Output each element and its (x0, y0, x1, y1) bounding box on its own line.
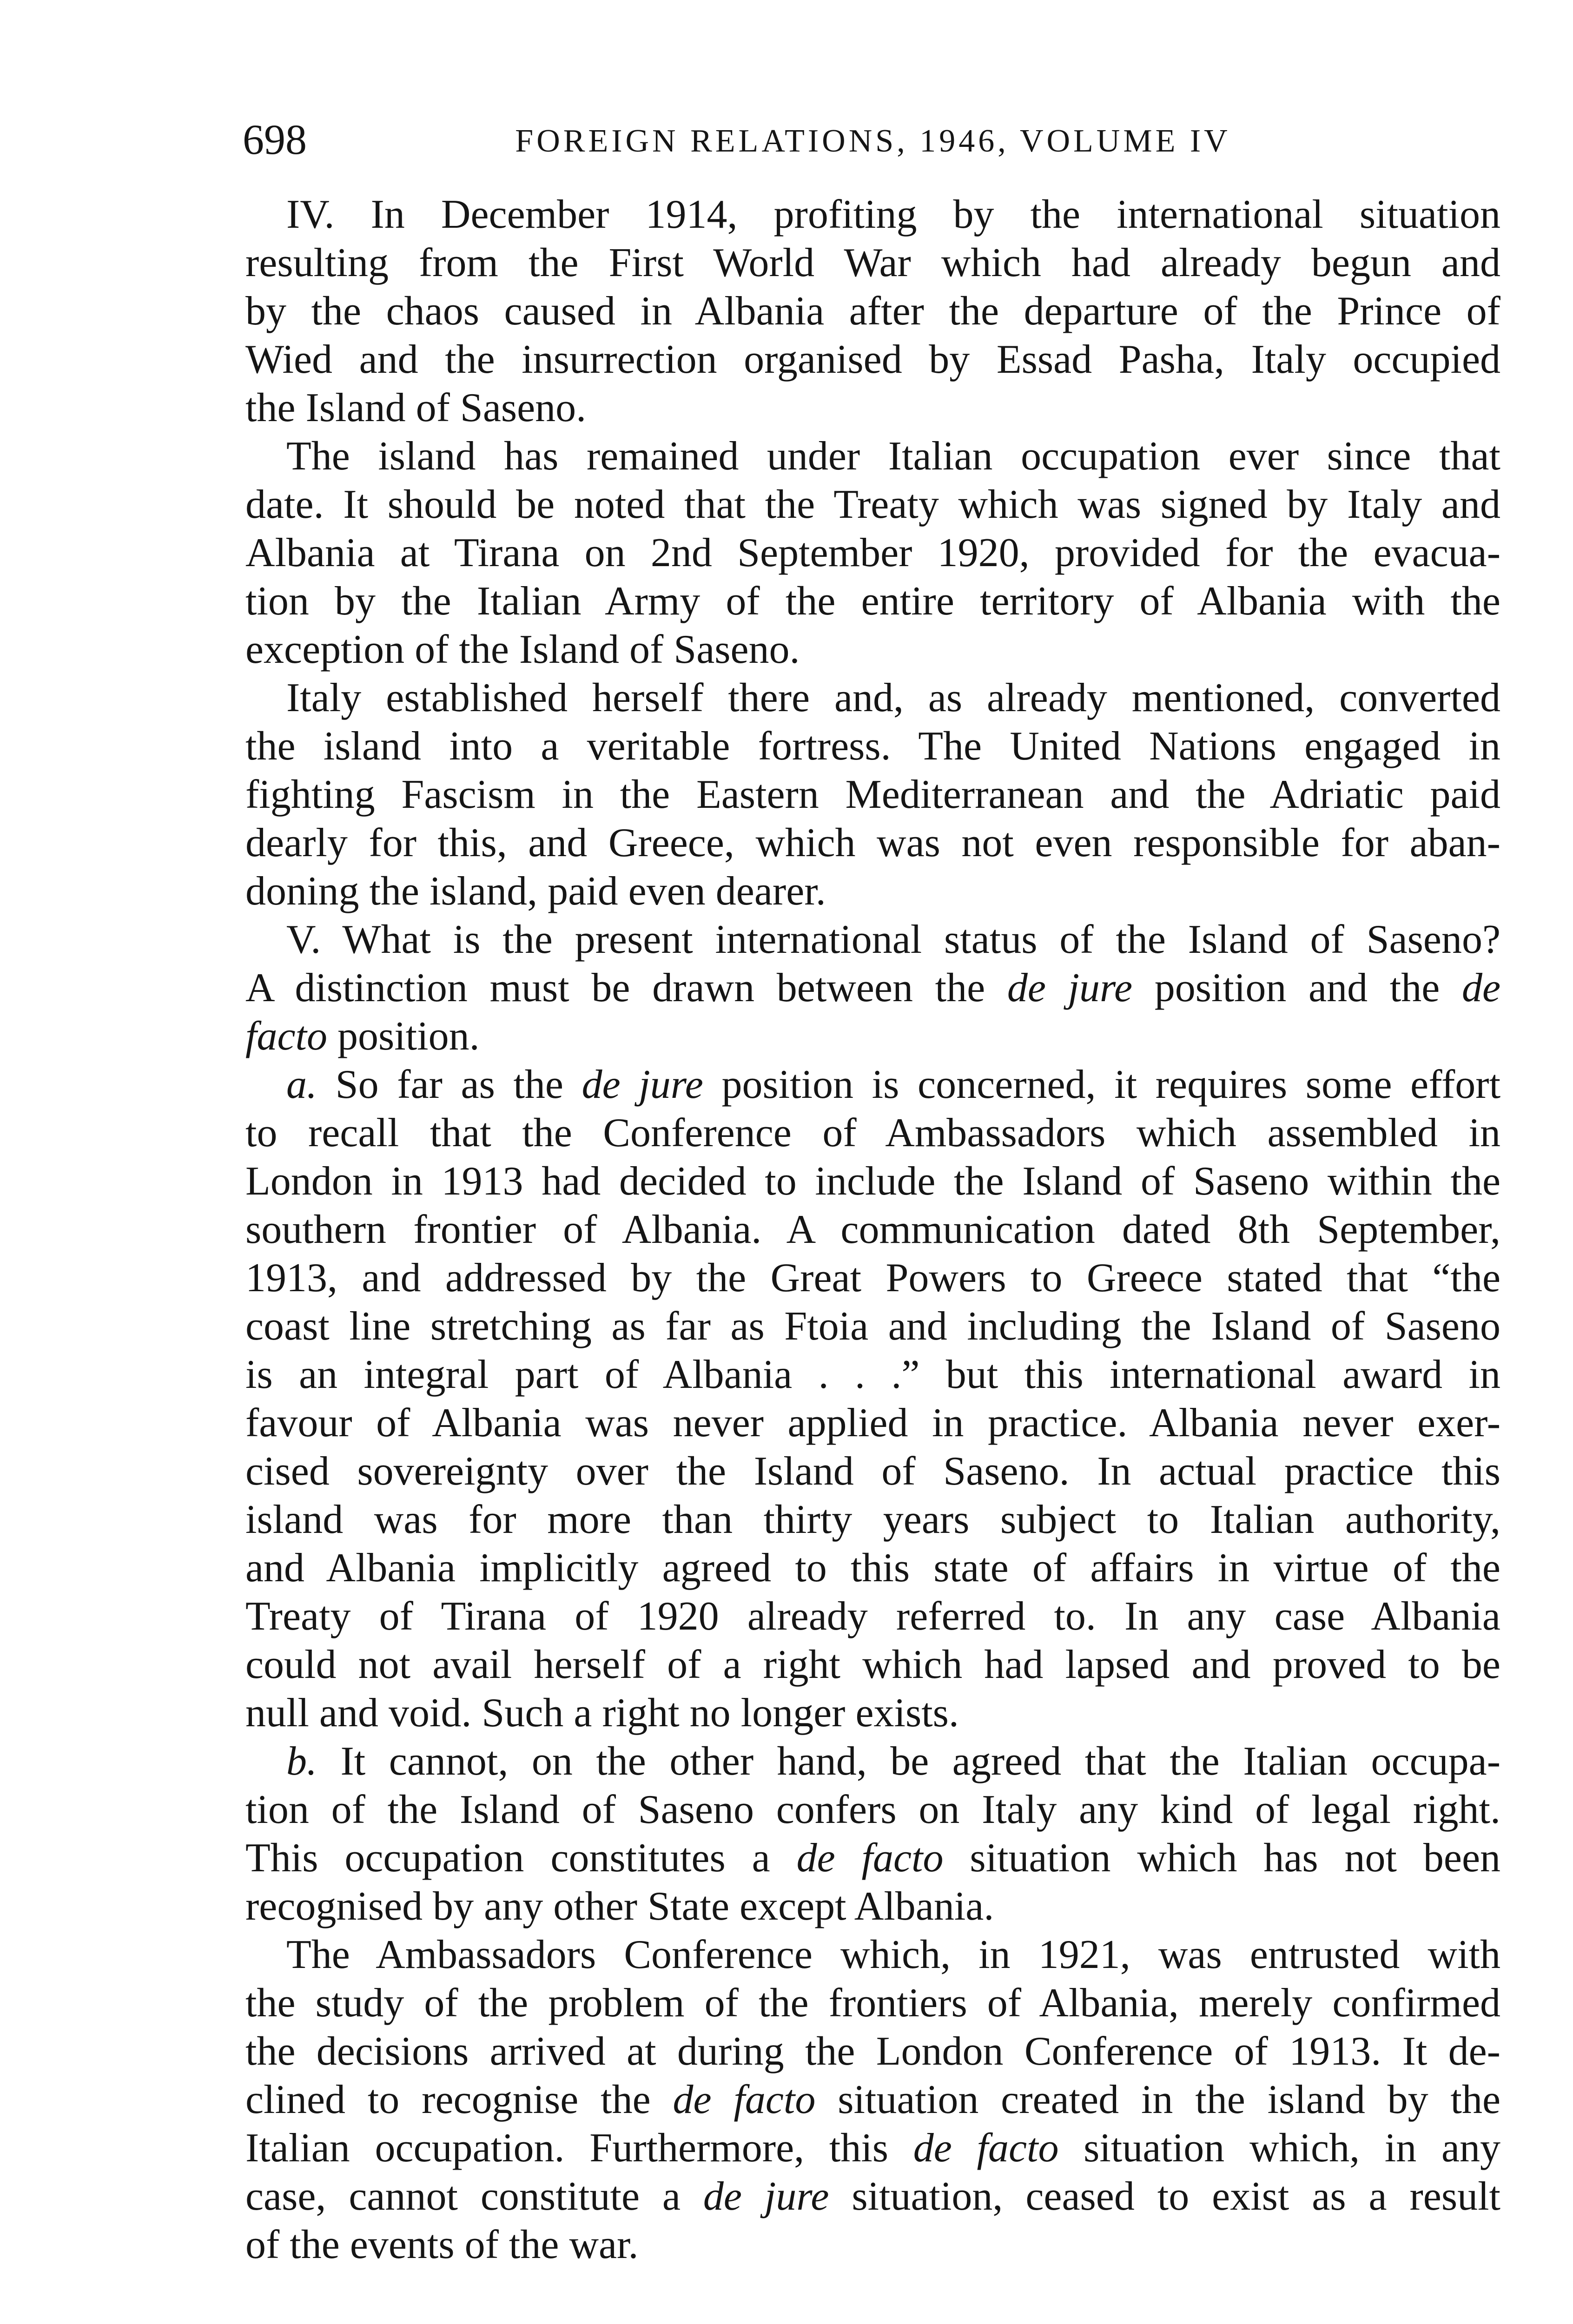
italic-term: facto (245, 1014, 327, 1059)
text-line (245, 964, 1500, 1012)
text-line: to recall that the Conference of Ambassadors which assembled in (245, 1110, 1500, 1155)
italic-term: de jure (582, 1062, 703, 1107)
text-line: southern frontier of Albania. A communication dated 8th September, (245, 1207, 1500, 1252)
text-segment: position and the (1132, 965, 1462, 1010)
text-line (245, 1737, 1500, 1786)
italic-term: de facto (796, 1835, 944, 1881)
text-line (245, 2124, 1500, 2172)
text-line: Treaty of Tirana of 1920 already referred to. In any case Albania (245, 1594, 1500, 1639)
text-line (245, 1834, 1500, 1882)
running-title: FOREIGN RELATIONS, 1946, VOLUME IV (515, 123, 1231, 159)
text-line: resulting from the First World War which had already begun and (245, 240, 1500, 285)
text-line: null and void. Such a right no longer exists. (245, 1690, 959, 1736)
text-line: 1913, and addressed by the Great Powers to Greece stated that “the (245, 1255, 1500, 1301)
paragraph (245, 1737, 1500, 1931)
text-segment: So far as the (317, 1062, 582, 1107)
page-header (0, 116, 1573, 163)
text-line: fighting Fascism in the Eastern Mediterranean and the Adriatic paid (245, 772, 1500, 817)
text-line: IV. In December 1914, profiting by the international situation (286, 192, 1500, 237)
text-line: could not avail herself of a right which had lapsed and proved to be (245, 1642, 1500, 1687)
text-line: The Ambassadors Conference which, in 1921, was entrusted with (286, 1932, 1500, 1977)
paragraph (245, 432, 1500, 674)
text-line: dearly for this, and Greece, which was not even responsible for aban- (245, 820, 1500, 865)
text-line: is an integral part of Albania . . .” but this international award in (245, 1352, 1500, 1397)
body-text (245, 191, 1500, 2269)
paragraph (245, 674, 1500, 916)
text-segment: case, cannot constitute a (245, 2174, 703, 2219)
text-segment: position is concerned, it requires some effort (703, 1062, 1501, 1107)
text-line: of the events of the war. (245, 2222, 639, 2267)
text-line: London in 1913 had decided to include the Island of Saseno within the (245, 1159, 1500, 1204)
text-segment: Italian occupation. Furthermore, this (245, 2126, 913, 2171)
subsection-label: a. (286, 1062, 317, 1107)
text-segment: clined to recognise the (245, 2077, 673, 2122)
text-line: doning the island, paid even dearer. (245, 869, 826, 914)
italic-term: de jure (703, 2174, 829, 2219)
paragraph (245, 191, 1500, 432)
text-segment: This occupation constitutes a (245, 1835, 797, 1881)
italic-term: de facto (673, 2077, 816, 2122)
text-line (245, 1012, 1500, 1061)
text-line: the island into a veritable fortress. The United Nations engaged in (245, 724, 1500, 769)
text-line: V. What is the present international status of the Island of Saseno? (286, 917, 1500, 962)
text-line: date. It should be noted that the Treaty which was signed by Italy and (245, 482, 1500, 527)
paragraph (245, 916, 1500, 1061)
text-line (245, 2172, 1500, 2221)
text-line: recognised by any other State except Albania. (245, 1884, 994, 1929)
text-segment: position. (327, 1014, 480, 1059)
text-line: favour of Albania was never applied in practice. Albania never exer- (245, 1400, 1500, 1446)
italic-term: de jure (1007, 965, 1133, 1010)
text-segment: situation, ceased to exist as a result (829, 2174, 1501, 2219)
text-line: Wied and the insurrection organised by Essad Pasha, Italy occupied (245, 337, 1500, 382)
text-line: the decisions arrived at during the London Conference of 1913. It de- (245, 2029, 1500, 2074)
italic-term: de (1461, 965, 1501, 1010)
text-line (245, 1061, 1500, 1109)
text-line: cised sovereignty over the Island of Saseno. In actual practice this (245, 1449, 1500, 1494)
text-line (245, 2076, 1500, 2124)
page-number: 698 (243, 116, 307, 163)
subsection-label: b. (286, 1739, 317, 1784)
text-line: Albania at Tirana on 2nd September 1920, provided for the evacua- (245, 530, 1500, 575)
text-line: The island has remained under Italian occupation ever since that (286, 434, 1500, 479)
text-line: Italy established herself there and, as already mentioned, converted (286, 675, 1500, 720)
text-line: and Albania implicitly agreed to this state of affairs in virtue of the (245, 1545, 1500, 1591)
text-segment: situation created in the island by the (815, 2077, 1501, 2122)
text-segment: situation which, in any (1058, 2126, 1501, 2171)
text-segment: It cannot, on the other hand, be agreed that the Italian occupa- (317, 1739, 1500, 1784)
paragraph (245, 1061, 1500, 1737)
text-line: island was for more than thirty years subject to Italian authority, (245, 1497, 1500, 1542)
text-line: the study of the problem of the frontiers of Albania, merely confirmed (245, 1981, 1500, 2026)
text-line: coast line stretching as far as Ftoia and including the Island of Saseno (245, 1304, 1500, 1349)
text-line: tion of the Island of Saseno confers on Italy any kind of legal right. (245, 1787, 1500, 1832)
text-line: tion by the Italian Army of the entire territory of Albania with the (245, 579, 1500, 624)
text-segment: situation which has not been (943, 1835, 1501, 1881)
text-line: exception of the Island of Saseno. (245, 627, 800, 672)
paragraph (245, 1931, 1500, 2269)
text-line: by the chaos caused in Albania after the departure of the Prince of (245, 289, 1500, 334)
italic-term: de facto (913, 2126, 1059, 2171)
text-segment: A distinction must be drawn between the (245, 965, 1007, 1010)
text-line: the Island of Saseno. (245, 385, 587, 430)
